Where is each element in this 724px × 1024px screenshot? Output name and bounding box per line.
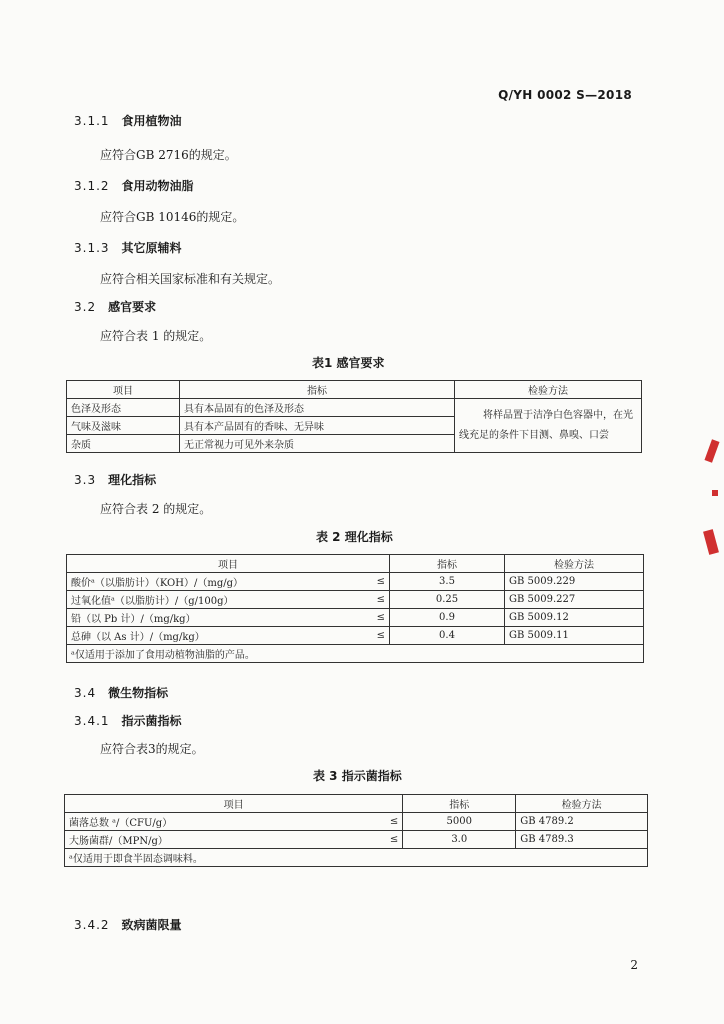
paragraph-3-3: 应符合表 2 的规定。 [100,502,212,516]
table-cell: 杂质 [67,435,180,453]
page-number: 2 [630,958,638,972]
table-cell: 0.9 [390,609,505,627]
section-number: 3.4.2 [74,918,110,932]
table-header-row [67,381,642,399]
table-note: ᵃ仅适用于添加了食用动植物油脂的产品。 [67,645,644,663]
table-cell: 3.0 [403,831,516,849]
table-cell: GB 5009.11 [505,627,644,645]
table-note-row [65,849,648,867]
table-cell: ≤ [311,573,390,591]
table-cell: GB 5009.12 [505,609,644,627]
table-cell: 色泽及形态 [67,399,180,417]
table1 [66,380,642,453]
table-cell: 酸价ᵃ（以脂肪计）（KOH）/（mg/g） [67,573,312,591]
table-cell: ≤ [311,609,390,627]
heading-3-4-2 [74,916,182,933]
table-row [65,813,648,831]
table-cell: 过氧化值ᵃ（以脂肪计）/（g/100g） [67,591,312,609]
table-cell: ≤ [309,813,403,831]
section-title: 感官要求 [108,300,157,314]
table-header-cell: 检验方法 [455,381,642,399]
heading-3-2 [74,298,156,315]
table-cell: 3.5 [390,573,505,591]
table-row [67,573,644,591]
table-header-row [67,555,644,573]
table-cell: ≤ [309,831,403,849]
heading-3-1-1 [74,112,182,129]
table-note-row [67,645,644,663]
table-header-row [65,795,648,813]
table-row [65,831,648,849]
table-cell: GB 5009.229 [505,573,644,591]
section-title: 理化指标 [108,473,157,487]
table-header-cell: 检验方法 [516,795,648,813]
table-cell: 具有本品固有的色泽及形态 [180,399,455,417]
table-header-cell: 检验方法 [505,555,644,573]
section-number: 3.2 [74,300,97,314]
table-cell: 大肠菌群/（MPN/g） [65,831,310,849]
table1-caption: 表1 感官要求 [312,356,385,370]
section-title: 食用植物油 [121,114,182,128]
table-cell: 具有本产品固有的香味、无异味 [180,417,455,435]
table-header-cell: 项目 [67,555,390,573]
heading-3-4 [74,684,168,701]
section-number: 3.1.1 [74,114,110,128]
stamp-fragment [712,490,718,496]
table-cell: GB 4789.2 [516,813,648,831]
table-header-cell: 指标 [403,795,516,813]
heading-3-1-2 [74,177,194,194]
heading-3-4-1 [74,712,182,729]
section-title: 食用动物油脂 [121,179,194,193]
table-cell: 菌落总数 ᵃ/（CFU/g） [65,813,310,831]
table3-caption: 表 3 指示菌指标 [313,769,402,783]
table-cell: GB 5009.227 [505,591,644,609]
table-row [67,627,644,645]
document-code: Q/YH 0002 S—2018 [498,88,632,102]
section-title: 微生物指标 [108,686,169,700]
paragraph-3-1-3: 应符合相关国家标准和有关规定。 [100,272,281,286]
table-cell: 无正常视力可见外来杂质 [180,435,455,453]
paragraph-3-1-1: 应符合GB 2716的规定。 [100,148,237,162]
table-row [67,399,642,417]
section-number: 3.4.1 [74,714,110,728]
stamp-fragment [704,439,719,462]
heading-3-1-3 [74,239,182,256]
table-header-cell: 指标 [180,381,455,399]
table-cell: 5000 [403,813,516,831]
table-cell: 0.25 [390,591,505,609]
section-title: 指示菌指标 [121,714,182,728]
table-row [67,591,644,609]
table-cell: 总砷（以 As 计）/（mg/kg） [67,627,312,645]
table-cell: 气味及滋味 [67,417,180,435]
section-number: 3.1.3 [74,241,110,255]
section-number: 3.4 [74,686,97,700]
table-cell: GB 4789.3 [516,831,648,849]
table-cell: 铅（以 Pb 计）/（mg/kg） [67,609,312,627]
table-cell: 0.4 [390,627,505,645]
paragraph-3-2: 应符合表 1 的规定。 [100,329,212,343]
paragraph-3-4-1: 应符合表3的规定。 [100,742,204,756]
table-note: ᵃ仅适用于即食半固态调味料。 [65,849,648,867]
table-row [67,609,644,627]
section-title: 致病菌限量 [121,918,182,932]
table-cell-method: 将样品置于洁净白色容器中，在光线充足的条件下目测、鼻嗅、口尝 [455,399,642,453]
table-header-cell: 项目 [65,795,403,813]
section-number: 3.3 [74,473,97,487]
heading-3-3 [74,471,156,488]
section-number: 3.1.2 [74,179,110,193]
table-header-cell: 指标 [390,555,505,573]
paragraph-3-1-2: 应符合GB 10146的规定。 [100,210,245,224]
stamp-fragment [703,529,719,555]
table-header-cell: 项目 [67,381,180,399]
table-cell: ≤ [311,591,390,609]
table3 [64,794,648,867]
table2 [66,554,644,663]
table2-caption: 表 2 理化指标 [316,530,393,544]
section-title: 其它原辅料 [121,241,182,255]
table-cell: ≤ [311,627,390,645]
